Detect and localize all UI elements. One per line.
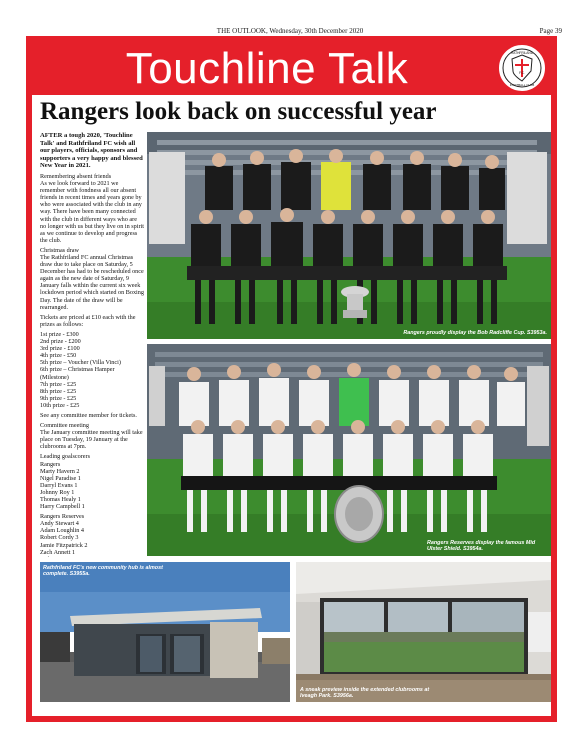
scorer-item: Andy Stewart 4 [40, 520, 79, 528]
publication-line: THE OUTLOOK, Wednesday, 30th December 2020 [216, 27, 364, 35]
prize-item: 7th prize - £25 [40, 380, 77, 388]
scorer-item: Johnny Roy 1 [40, 488, 75, 496]
prize-item: 4th prize - £50 [40, 352, 77, 360]
paragraph: The Rathfriland FC annual Christmas draw due to take place on Saturday, 5 December has had to be rescheduled once again as the new date of Saturday, 9 January falls within the current six week lockdown period which started on Boxing Day. The date of the draw will be rearranged. [40, 254, 144, 311]
prize-item: 5th prize – Voucher (Villa Vinci) [40, 359, 121, 367]
page-header [0, 0, 580, 34]
article-frame [26, 36, 557, 722]
clubroom-interior-photo [296, 562, 551, 702]
photo-caption: A sneak preview inside the extended clubrooms at Iveagh Park. S3956a. [300, 687, 430, 699]
section-heading: Christmas draw [40, 246, 80, 254]
scorer-item [40, 556, 144, 557]
prize-item: 3rd prize - £100 [40, 345, 80, 353]
photo-caption: Rangers proudly display the Bob Radcliffe Cup. S3953a. [403, 330, 547, 336]
prize-list [40, 331, 144, 409]
paragraph: See any committee member for tickets. [40, 411, 137, 419]
team-heading: Rangers [40, 460, 61, 468]
section-banner [32, 42, 551, 95]
community-hub-photo [40, 562, 290, 702]
prize-item: 1st prize - £300 [40, 330, 79, 338]
scorer-item: Harry Campbell 1 [40, 503, 85, 511]
photo-caption: Rathfriland FC's new community hub is almost complete. S3955a. [43, 565, 163, 577]
team-photo-reserves [147, 344, 551, 556]
club-crest-icon [499, 45, 545, 91]
scorer-item: Marty Havern 2 [40, 467, 80, 475]
article-lead: AFTER a tough 2020, 'Touchline Talk' and Rathfriland FC wish all our players, officials, sponsors and supporters a very happy and blessed New Year in 2021. [40, 132, 143, 170]
back-row-players [179, 363, 525, 426]
crest-text-top: RATHFRILAND [510, 51, 534, 55]
scorer-item: Zach Annett 1 [40, 548, 76, 556]
scorer-item: Darryl Evans 1 [40, 481, 78, 489]
scorer-item: Nigel Paradise 1 [40, 474, 81, 482]
section-heading: Remembering absent friends [40, 172, 112, 180]
scorer-item: Robert Cordy 3 [40, 534, 79, 542]
paragraph: The January committee meeting will take place on Tuesday, 19 January at the clubrooms at 7pm. [40, 429, 143, 451]
prize-item: 2nd prize - £200 [40, 338, 81, 346]
article-body [40, 132, 144, 557]
crest-text-mid: F.C. [519, 71, 525, 75]
section-heading: Committee meeting [40, 422, 89, 430]
prize-item: 8th prize - £25 [40, 387, 77, 395]
paragraph: As we look forward to 2021 we remember with fondness all our absent friends in recent times and years gone by who were associated with the club in any way. There have been many connected with the club in different ways who are no longer with us but they live on in spirit as we continue to develop and progress the club. [40, 180, 144, 244]
prize-item: 6th prize – Christmas Hamper (Milestone) [40, 366, 115, 381]
article-headline: Rangers look back on successful year [40, 98, 437, 125]
section-title: Touchline Talk [125, 44, 409, 93]
crest-text-bottom: FOOTBALL CLUB [509, 83, 535, 87]
scorer-item: Adam Loughlin 4 [40, 527, 84, 535]
photo-caption: Rangers Reserves display the famous Mid Ulster Shield. S3954a. [427, 540, 536, 552]
paragraph: Tickets are priced at £10 each with the prizes as follows: [40, 313, 136, 328]
prize-item: 9th prize - £25 [40, 394, 77, 402]
team-heading: Rangers Reserves [40, 513, 85, 521]
prize-item: 10th prize - £25 [40, 401, 80, 409]
shield-trophy-icon [335, 486, 383, 542]
team-photo-rangers [147, 132, 551, 339]
scorer-item: Jamie Fitzpatrick 2 [40, 541, 88, 549]
section-heading: Leading goalscorers [40, 453, 90, 461]
scorer-item: Thomas Healy 1 [40, 496, 81, 503]
page-number: Page 39 [539, 27, 562, 35]
